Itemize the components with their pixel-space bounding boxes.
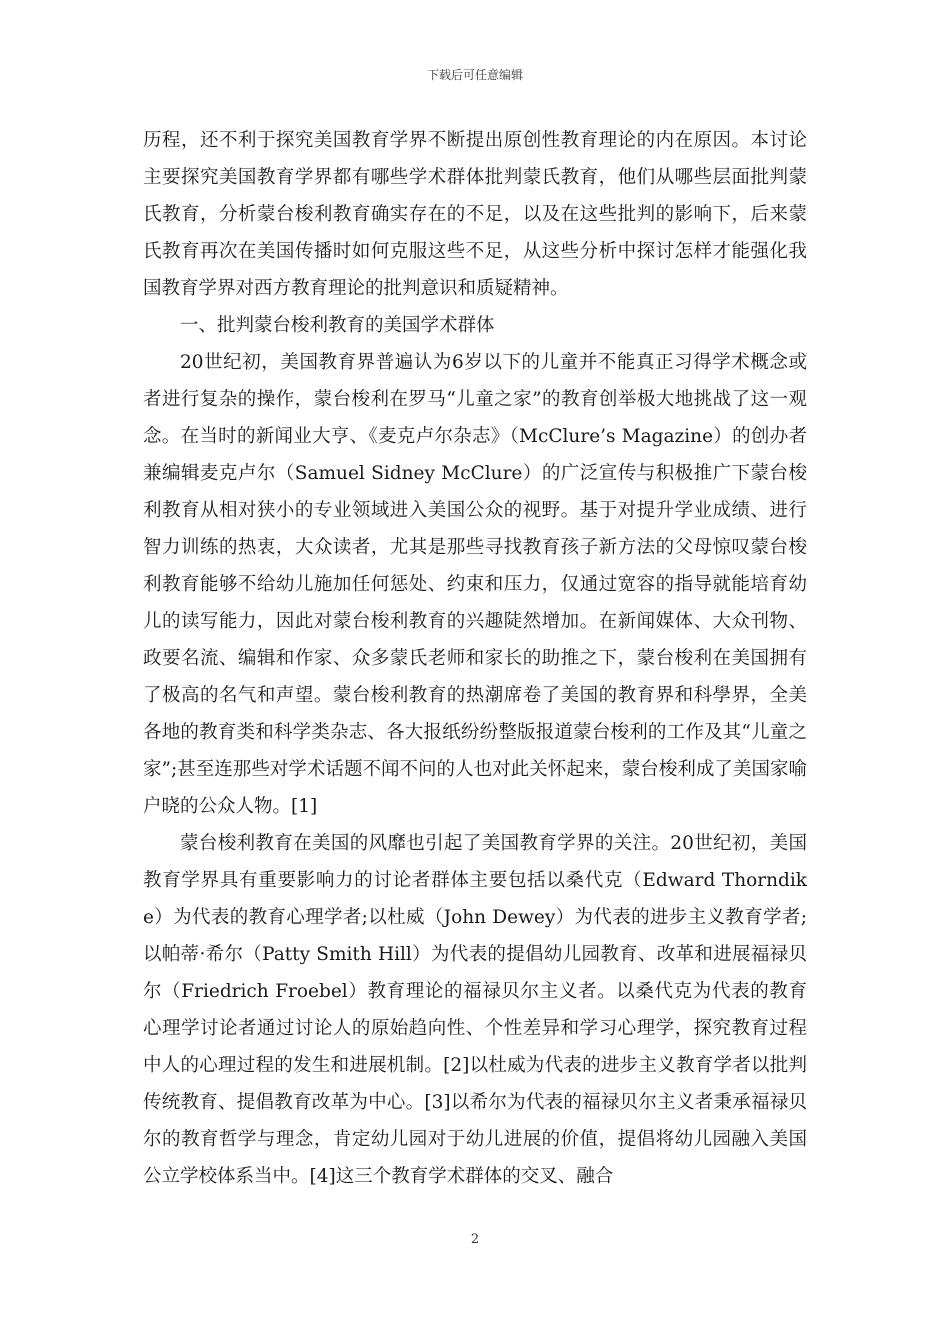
page-header: 下载后可任意编辑 xyxy=(426,68,523,82)
section-heading: 一、批判蒙台梭利教育的美国学术群体 xyxy=(180,315,495,336)
paragraph-academic-groups: 蒙台梭利教育在美国的风靡也引起了美国教育学界的关注。20世纪初，美国教育学界具有重要影响力的讨论者群体主要包括以桑代克（Edward Thorndike）为代表的教育心理学者;以杜威（John Dewey）为代表的进步主义教育学者;以帕蒂·希尔（Patty Smith Hill）为代表的提倡幼儿园教育、改革和进展福禄贝尔（Friedrich Froebel）教育理论的福禄贝尔主义者。以桑代克为代表的教育心理学讨论者通过讨论人的原始趋向性、个性差异和学习心理学，探究教育过程中人的心理过程的发生和进展机制。[2]以杜威为代表的进步主义教育学者以批判传统教育、提倡教育改革为中心。[3]以希尔为代表的福禄贝尔主义者秉承福禄贝尔的教育哲学与理念，肯定幼儿园对于幼儿进展的价值，提倡将幼儿园融入美国公立学校体系当中。[4]这三个教育学术群体的交叉、融合 xyxy=(143,833,807,1187)
paragraph-continuation: 历程，还不利于探究美国教育学界不断提出原创性教育理论的内在原因。本讨论主要探究美国教育学界都有哪些学术群体批判蒙氏教育，他们从哪些层面批判蒙氏教育，分析蒙台梭利教育确实存在的不足，以及在这些批判的影响下，后来蒙氏教育再次在美国传播时如何克服这些不足，从这些分析中探讨怎样才能强化我国教育学界对西方教育理论的批判意识和质疑精神。 xyxy=(143,130,807,299)
document-body xyxy=(143,122,807,1195)
page-number: 2 xyxy=(470,1232,480,1247)
paragraph-montessori-in-america: 20世纪初，美国教育界普遍认为6岁以下的儿童并不能真正习得学术概念或者进行复杂的操作，蒙台梭利在罗马“儿童之家”的教育创举极大地挑战了这一观念。在当时的新闻业大亨、《麦克卢尔杂志》（McClure’s Magazine）的创办者兼编辑麦克卢尔（Samuel Sidney McClure）的广泛宣传与积极推广下蒙台梭利教育从相对狭小的专业领域进入美国公众的视野。基于对提升学业成绩、进行智力训练的热衷，大众读者，尤其是那些寻找教育孩子新方法的父母惊叹蒙台梭利教育能够不给幼儿施加任何惩处、约束和压力，仅通过宽容的指导就能培育幼儿的读写能力，因此对蒙台梭利教育的兴趣陡然增加。在新闻媒体、大众刊物、政要名流、编辑和作家、众多蒙氏老师和家长的助推之下，蒙台梭利在美国拥有了极高的名气和声望。蒙台梭利教育的热潮席卷了美国的教育界和科學界，全美各地的教育类和科学类杂志、各大报纸纷纷整版报道蒙台梭利的工作及其“儿童之家”;甚至连那些对学术话题不闻不问的人也对此关怀起来，蒙台梭利成了美国家喻户晓的公众人物。[1] xyxy=(143,352,807,817)
